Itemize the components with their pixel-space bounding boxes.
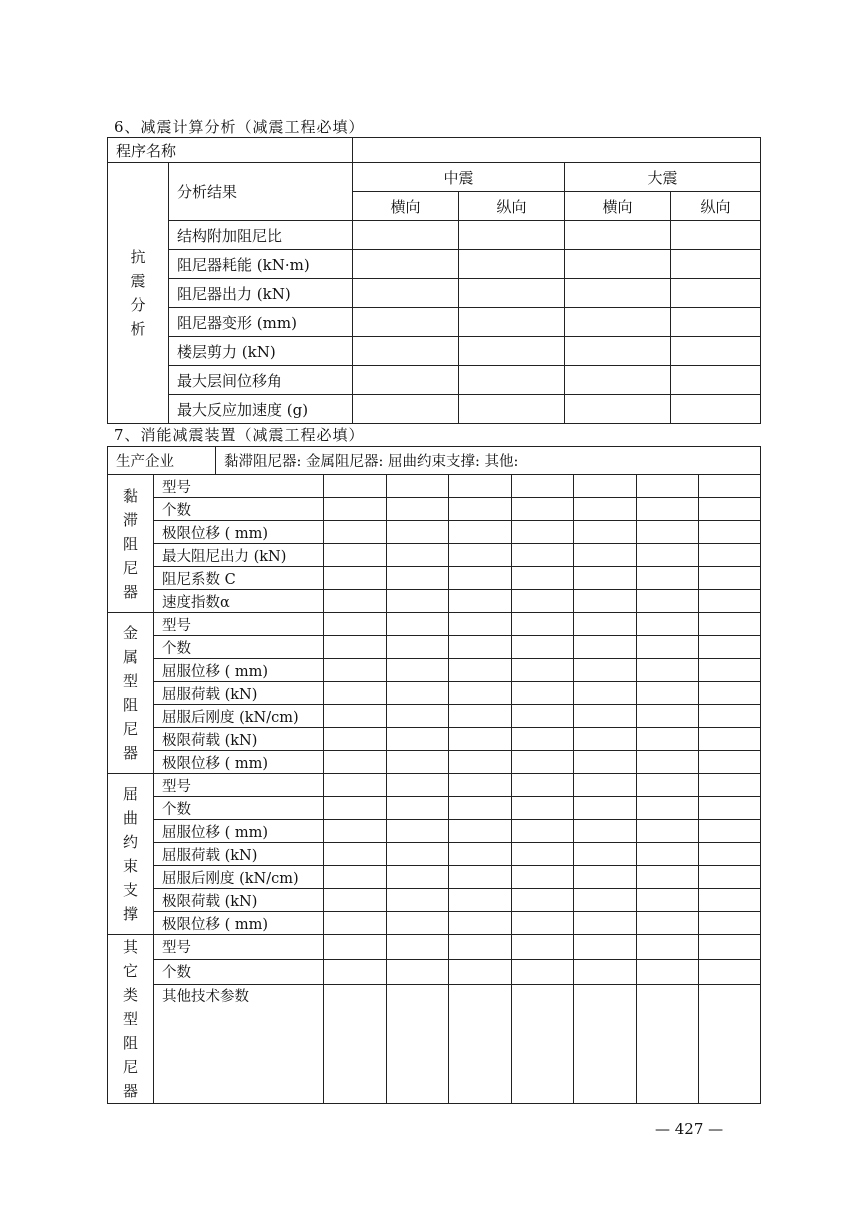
result-row-label: 结构附加阻尼比 [169,221,353,250]
device-value-cell[interactable] [387,889,449,912]
device-value-cell[interactable] [512,590,574,613]
direction-header: 纵向 [459,192,565,221]
device-row [108,866,761,889]
device-row-label: 屈服后刚度 (kN/cm) [154,866,324,889]
device-row-label: 型号 [154,475,324,498]
result-row [108,250,761,279]
device-value-cell[interactable] [449,797,512,820]
device-value-cell[interactable] [637,820,699,843]
device-value-cell[interactable] [387,728,449,751]
device-value-cell[interactable] [512,544,574,567]
result-row [108,337,761,366]
result-cell[interactable] [671,221,761,250]
device-value-cell[interactable] [449,475,512,498]
device-value-cell[interactable] [637,636,699,659]
device-row [108,843,761,866]
device-value-cell[interactable] [387,797,449,820]
result-cell[interactable] [459,337,565,366]
device-value-cell[interactable] [449,682,512,705]
device-value-cell[interactable] [449,659,512,682]
device-value-cell[interactable] [637,705,699,728]
result-cell[interactable] [353,395,459,424]
device-value-cell[interactable] [574,636,637,659]
device-row [108,912,761,935]
result-cell[interactable] [671,279,761,308]
device-row-label: 屈服后刚度 (kN/cm) [154,705,324,728]
device-value-cell[interactable] [637,475,699,498]
device-row-label: 个数 [154,797,324,820]
side-label-cell [108,163,169,424]
device-value-cell[interactable] [387,984,449,1104]
device-value-cell[interactable] [512,521,574,544]
result-cell[interactable] [459,221,565,250]
mid-quake-header: 中震 [353,163,565,192]
device-value-cell[interactable] [574,475,637,498]
device-value-cell[interactable] [574,682,637,705]
producer-text[interactable]: 黏滞阻尼器: 金属阻尼器: 屈曲约束支撑: 其他: [216,447,761,475]
device-value-cell[interactable] [324,843,387,866]
device-value-cell[interactable] [387,498,449,521]
section7-title: 7、消能减震装置（减震工程必填） [114,426,365,444]
device-value-cell[interactable] [699,498,761,521]
device-row-label: 极限位移 ( mm) [154,912,324,935]
device-value-cell[interactable] [449,751,512,774]
device-value-cell[interactable] [699,984,761,1104]
result-cell[interactable] [671,337,761,366]
device-value-cell[interactable] [324,866,387,889]
device-value-cell[interactable] [324,659,387,682]
device-value-cell[interactable] [512,889,574,912]
device-value-cell[interactable] [387,705,449,728]
device-value-cell[interactable] [574,659,637,682]
device-value-cell[interactable] [449,728,512,751]
device-value-cell[interactable] [574,912,637,935]
program-label: 程序名称 [108,138,353,163]
device-value-cell[interactable] [387,521,449,544]
device-value-cell[interactable] [512,843,574,866]
result-cell[interactable] [671,366,761,395]
device-value-cell[interactable] [449,567,512,590]
device-value-cell[interactable] [574,751,637,774]
device-row [108,475,761,498]
result-cell[interactable] [459,366,565,395]
device-value-cell[interactable] [699,659,761,682]
device-value-cell[interactable] [512,567,574,590]
device-value-cell[interactable] [449,889,512,912]
device-row [108,659,761,682]
device-value-cell[interactable] [324,682,387,705]
result-cell[interactable] [353,250,459,279]
device-value-cell[interactable] [324,797,387,820]
result-cell[interactable] [565,337,671,366]
device-value-cell[interactable] [449,866,512,889]
device-group-label: 其它类型阻尼器 [122,938,138,1100]
device-row-label: 个数 [154,636,324,659]
device-value-cell[interactable] [574,590,637,613]
result-row [108,221,761,250]
device-value-cell[interactable] [699,820,761,843]
device-value-cell[interactable] [324,912,387,935]
device-row-label: 型号 [154,935,324,960]
device-value-cell[interactable] [324,521,387,544]
section6-title: 6、减震计算分析（减震工程必填） [114,118,365,136]
result-cell[interactable] [565,250,671,279]
device-value-cell[interactable] [699,935,761,960]
device-value-cell[interactable] [699,590,761,613]
device-row-label: 个数 [154,959,324,984]
device-value-cell[interactable] [699,544,761,567]
device-value-cell[interactable] [387,636,449,659]
device-row [108,935,761,960]
result-cell[interactable] [671,308,761,337]
device-row [108,728,761,751]
device-value-cell[interactable] [449,636,512,659]
device-row-label: 极限荷载 (kN) [154,728,324,751]
result-row-label: 阻尼器出力 (kN) [169,279,353,308]
device-value-cell[interactable] [512,475,574,498]
device-group-cell [108,935,154,1104]
device-value-cell[interactable] [512,866,574,889]
result-cell[interactable] [353,366,459,395]
device-value-cell[interactable] [387,751,449,774]
device-row [108,889,761,912]
device-value-cell[interactable] [637,984,699,1104]
device-value-cell[interactable] [637,912,699,935]
device-value-cell[interactable] [574,797,637,820]
device-value-cell[interactable] [699,682,761,705]
device-row [108,567,761,590]
device-row-label: 型号 [154,774,324,797]
device-row [108,613,761,636]
device-value-cell[interactable] [324,774,387,797]
device-value-cell[interactable] [699,728,761,751]
device-value-cell[interactable] [324,820,387,843]
device-group-label: 屈曲约束支撑 [122,785,138,923]
device-value-cell[interactable] [574,728,637,751]
device-value-cell[interactable] [324,728,387,751]
device-value-cell[interactable] [512,935,574,960]
device-value-cell[interactable] [387,959,449,984]
device-value-cell[interactable] [387,475,449,498]
device-value-cell[interactable] [449,521,512,544]
device-row [108,751,761,774]
device-value-cell[interactable] [699,567,761,590]
direction-header: 横向 [353,192,459,221]
result-row-label: 最大反应加速度 (g) [169,395,353,424]
device-row [108,682,761,705]
device-value-cell[interactable] [387,682,449,705]
device-value-cell[interactable] [449,544,512,567]
result-cell[interactable] [459,308,565,337]
result-cell[interactable] [459,279,565,308]
device-value-cell[interactable] [512,682,574,705]
device-value-cell[interactable] [512,959,574,984]
device-value-cell[interactable] [699,866,761,889]
device-value-cell[interactable] [512,728,574,751]
device-row [108,498,761,521]
result-cell[interactable] [671,395,761,424]
device-value-cell[interactable] [387,567,449,590]
device-value-cell[interactable] [512,912,574,935]
device-value-cell[interactable] [324,567,387,590]
device-value-cell[interactable] [387,820,449,843]
device-value-cell[interactable] [699,912,761,935]
result-cell[interactable] [565,395,671,424]
device-value-cell[interactable] [512,751,574,774]
device-row [108,705,761,728]
device-value-cell[interactable] [387,774,449,797]
device-value-cell[interactable] [387,544,449,567]
device-value-cell[interactable] [574,959,637,984]
device-value-cell[interactable] [574,705,637,728]
result-cell[interactable] [353,308,459,337]
result-row-label: 楼层剪力 (kN) [169,337,353,366]
device-value-cell[interactable] [574,774,637,797]
damping-device-table [107,446,761,1104]
device-value-cell[interactable] [324,544,387,567]
device-value-cell[interactable] [449,820,512,843]
result-cell[interactable] [459,250,565,279]
device-value-cell[interactable] [637,521,699,544]
device-value-cell[interactable] [574,544,637,567]
result-row [108,366,761,395]
device-value-cell[interactable] [699,774,761,797]
device-value-cell[interactable] [387,590,449,613]
device-row [108,636,761,659]
device-value-cell[interactable] [699,613,761,636]
page-number: — 427 — [655,1120,724,1138]
device-row-label: 屈服荷载 (kN) [154,682,324,705]
device-value-cell[interactable] [637,728,699,751]
program-row [108,138,761,163]
result-cell[interactable] [671,250,761,279]
device-value-cell[interactable] [699,475,761,498]
result-row [108,279,761,308]
device-row [108,820,761,843]
producer-row [108,447,761,475]
device-row [108,774,761,797]
side-label: 抗震分析 [130,248,146,338]
device-value-cell[interactable] [637,590,699,613]
device-row-label: 极限位移 ( mm) [154,521,324,544]
device-value-cell[interactable] [387,659,449,682]
device-value-cell[interactable] [387,843,449,866]
device-value-cell[interactable] [449,935,512,960]
device-value-cell[interactable] [699,959,761,984]
device-value-cell[interactable] [699,521,761,544]
device-row [108,544,761,567]
device-value-cell[interactable] [512,820,574,843]
device-value-cell[interactable] [512,774,574,797]
device-row [108,521,761,544]
device-row-label: 屈服位移 ( mm) [154,820,324,843]
device-value-cell[interactable] [574,498,637,521]
seismic-analysis-table [107,137,761,424]
device-value-cell[interactable] [699,843,761,866]
result-cell[interactable] [353,337,459,366]
device-value-cell[interactable] [449,959,512,984]
device-value-cell[interactable] [574,889,637,912]
device-value-cell[interactable] [512,613,574,636]
direction-header: 横向 [565,192,671,221]
device-value-cell[interactable] [324,751,387,774]
device-value-cell[interactable] [574,521,637,544]
device-value-cell[interactable] [449,912,512,935]
device-group-cell [108,475,154,613]
producer-label: 生产企业 [108,447,216,475]
device-value-cell[interactable] [699,705,761,728]
device-row-label: 最大阻尼出力 (kN) [154,544,324,567]
device-value-cell[interactable] [449,774,512,797]
device-value-cell[interactable] [324,959,387,984]
result-label: 分析结果 [169,163,353,221]
device-value-cell[interactable] [387,912,449,935]
device-value-cell[interactable] [324,590,387,613]
device-value-cell[interactable] [699,636,761,659]
device-value-cell[interactable] [637,774,699,797]
device-value-cell[interactable] [637,498,699,521]
device-value-cell[interactable] [637,751,699,774]
device-value-cell[interactable] [574,935,637,960]
device-value-cell[interactable] [699,751,761,774]
big-quake-header: 大震 [565,163,761,192]
device-group-label: 黏滞阻尼器 [122,486,138,601]
result-cell[interactable] [565,279,671,308]
device-value-cell[interactable] [449,590,512,613]
device-value-cell[interactable] [512,498,574,521]
device-value-cell[interactable] [324,498,387,521]
device-value-cell[interactable] [324,935,387,960]
result-cell[interactable] [353,279,459,308]
device-row [108,984,761,1104]
device-value-cell[interactable] [637,682,699,705]
result-cell[interactable] [459,395,565,424]
header-row-1 [108,163,761,192]
device-value-cell[interactable] [324,475,387,498]
device-group-label: 金属型阻尼器 [122,624,138,762]
program-value-cell[interactable] [353,138,761,163]
device-value-cell[interactable] [574,866,637,889]
device-group-cell [108,774,154,935]
result-row-label: 阻尼器变形 (mm) [169,308,353,337]
device-row-label: 极限荷载 (kN) [154,889,324,912]
device-value-cell[interactable] [512,705,574,728]
device-value-cell[interactable] [637,935,699,960]
device-value-cell[interactable] [574,613,637,636]
direction-header: 纵向 [671,192,761,221]
device-value-cell[interactable] [324,889,387,912]
device-row-label: 速度指数α [154,590,324,613]
result-cell[interactable] [353,221,459,250]
device-value-cell[interactable] [637,567,699,590]
result-row-label: 最大层间位移角 [169,366,353,395]
device-value-cell[interactable] [574,984,637,1104]
device-row [108,590,761,613]
device-value-cell[interactable] [637,889,699,912]
device-value-cell[interactable] [387,866,449,889]
device-value-cell[interactable] [512,636,574,659]
device-row [108,959,761,984]
device-row-label: 个数 [154,498,324,521]
device-group-cell [108,613,154,774]
device-row [108,797,761,820]
device-value-cell[interactable] [512,984,574,1104]
device-value-cell[interactable] [449,984,512,1104]
device-row-label: 型号 [154,613,324,636]
device-value-cell[interactable] [637,544,699,567]
result-row [108,308,761,337]
device-value-cell[interactable] [449,498,512,521]
device-value-cell[interactable] [637,843,699,866]
device-value-cell[interactable] [449,705,512,728]
device-value-cell[interactable] [637,659,699,682]
result-cell[interactable] [565,221,671,250]
device-value-cell[interactable] [574,843,637,866]
device-value-cell[interactable] [699,797,761,820]
device-value-cell[interactable] [574,567,637,590]
device-value-cell[interactable] [449,613,512,636]
device-value-cell[interactable] [637,797,699,820]
result-cell[interactable] [565,308,671,337]
device-row-label: 屈服荷载 (kN) [154,843,324,866]
device-value-cell[interactable] [512,797,574,820]
device-value-cell[interactable] [324,636,387,659]
device-row-label: 屈服位移 ( mm) [154,659,324,682]
device-value-cell[interactable] [637,866,699,889]
device-value-cell[interactable] [324,613,387,636]
device-value-cell[interactable] [637,959,699,984]
result-row-label: 阻尼器耗能 (kN·m) [169,250,353,279]
device-value-cell[interactable] [449,843,512,866]
device-row-label: 极限位移 ( mm) [154,751,324,774]
device-value-cell[interactable] [324,984,387,1104]
result-cell[interactable] [565,366,671,395]
device-value-cell[interactable] [574,820,637,843]
device-value-cell[interactable] [324,705,387,728]
device-value-cell[interactable] [387,935,449,960]
device-value-cell[interactable] [512,659,574,682]
device-row-label: 其他技术参数 [154,984,324,1104]
device-value-cell[interactable] [699,889,761,912]
device-value-cell[interactable] [387,613,449,636]
device-value-cell[interactable] [637,613,699,636]
result-row [108,395,761,424]
device-row-label: 阻尼系数 C [154,567,324,590]
